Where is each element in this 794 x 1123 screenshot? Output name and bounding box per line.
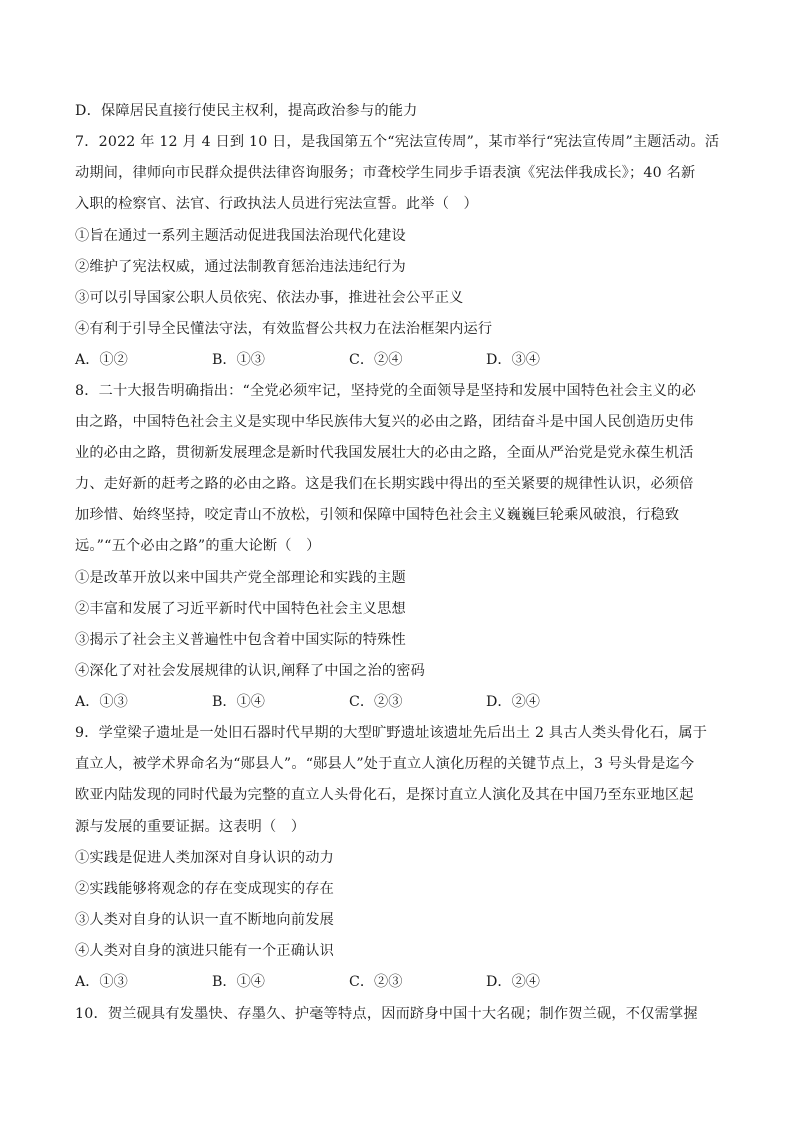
q7-statement-2: ②维护了宪法权威，通过法制教育惩治违法违纪行为: [75, 259, 406, 275]
q9-stem-line: 直立人，被学术界命名为“郧县人”。“郧县人”处于直立人演化历程的关键节点上，3 号头骨是迄今: [75, 756, 695, 772]
q7-stem-line: 入职的检察官、法官、行政执法人员进行宪法宣誓。此举（ ）: [75, 196, 478, 212]
q8-option-c: C．②③: [349, 694, 403, 710]
q9-option-d: D．②④: [486, 974, 540, 990]
q9-option-c: C．②③: [349, 974, 403, 990]
q8-option-b: B．①④: [212, 694, 265, 710]
q7-statement-3: ③可以引导国家公职人员依宪、依法办事，推进社会公平正义: [75, 290, 464, 306]
q7-option-c: C．②④: [349, 352, 403, 368]
q8-statement-4: ④深化了对社会发展规律的认识,阐释了中国之治的密码: [75, 663, 426, 679]
q8-stem-line: 业的必由之路，贯彻新发展理念是新时代我国发展壮大的必由之路，全面从严治党是党永葆生机活: [75, 445, 694, 461]
q8-stem-line: 远。”“五个必由之路”的重大论断（ ）: [75, 538, 321, 554]
q8-option-a: A．①③: [75, 694, 128, 710]
q9-stem-line: 欧亚内陆发现的同时代最为完整的直立人头骨化石，是探讨直立人演化及其在中国乃至东亚地区起: [75, 787, 694, 803]
q9-statement-4: ④人类对自身的演进只能有一个正确认识: [75, 943, 334, 959]
q10-stem-line: 10．贺兰砚具有发墨快、存墨久、护毫等特点，因而跻身中国十大名砚；制作贺兰砚，不仅需掌握: [75, 1006, 698, 1022]
q9-option-b: B．①④: [212, 974, 265, 990]
q8-statement-3: ③揭示了社会主义普遍性中包含着中国实际的特殊性: [75, 632, 406, 648]
q7-statement-4: ④有利于引导全民懂法守法，有效监督公共权力在法治框架内运行: [75, 321, 493, 337]
q7-statement-1: ①旨在通过一系列主题活动促进我国法治现代化建设: [75, 228, 406, 244]
q9-stem-line: 9．学堂梁子遗址是一处旧石器时代早期的大型旷野遗址该遗址先后出土 2 具古人类头骨化石，属于: [75, 725, 708, 741]
q6-option-d: D．保障居民直接行使民主权利，提高政治参与的能力: [75, 103, 418, 119]
q7-option-b: B．①③: [212, 352, 265, 368]
q8-stem-line: 力、走好新的赶考之路的必由之路。这是我们在长期实践中得出的至关紧要的规律性认识，必须倍: [75, 476, 694, 492]
q9-statement-1: ①实践是促进人类加深对自身认识的动力: [75, 850, 334, 866]
q7-option-a: A．①②: [75, 352, 128, 368]
q7-stem-line: 7．2022 年 12 月 4 日到 10 日，是我国第五个“宪法宣传周”，某市举行“宪法宣传周”主题活动。活: [75, 134, 720, 150]
q8-stem-line: 8．二十大报告明确指出：“全党必须牢记，坚持党的全面领导是坚持和发展中国特色社会主义的必: [75, 383, 696, 399]
q9-statement-2: ②实践能够将观念的存在变成现实的存在: [75, 881, 334, 897]
q9-option-a: A．①③: [75, 974, 128, 990]
q8-option-d: D．②④: [486, 694, 540, 710]
q9-stem-line: 源与发展的重要证据。这表明（ ）: [75, 819, 306, 835]
q8-statement-2: ②丰富和发展了习近平新时代中国特色社会主义思想: [75, 601, 406, 617]
q7-stem-line: 动期间，律师向市民群众提供法律咨询服务；市聋校学生同步手语表演《宪法伴我成长》；40 名新: [75, 165, 696, 181]
q8-stem-line: 由之路，中国特色社会主义是实现中华民族伟大复兴的必由之路，团结奋斗是中国人民创造历史伟: [75, 414, 694, 430]
q8-stem-line: 加珍惜、始终坚持，咬定青山不放松，引领和保障中国特色社会主义巍巍巨轮乘风破浪，行稳致: [75, 507, 680, 523]
q9-statement-3: ③人类对自身的认识一直不断地向前发展: [75, 912, 334, 928]
q8-statement-1: ①是改革开放以来中国共产党全部理论和实践的主题: [75, 570, 406, 586]
q7-option-d: D．③④: [486, 352, 540, 368]
